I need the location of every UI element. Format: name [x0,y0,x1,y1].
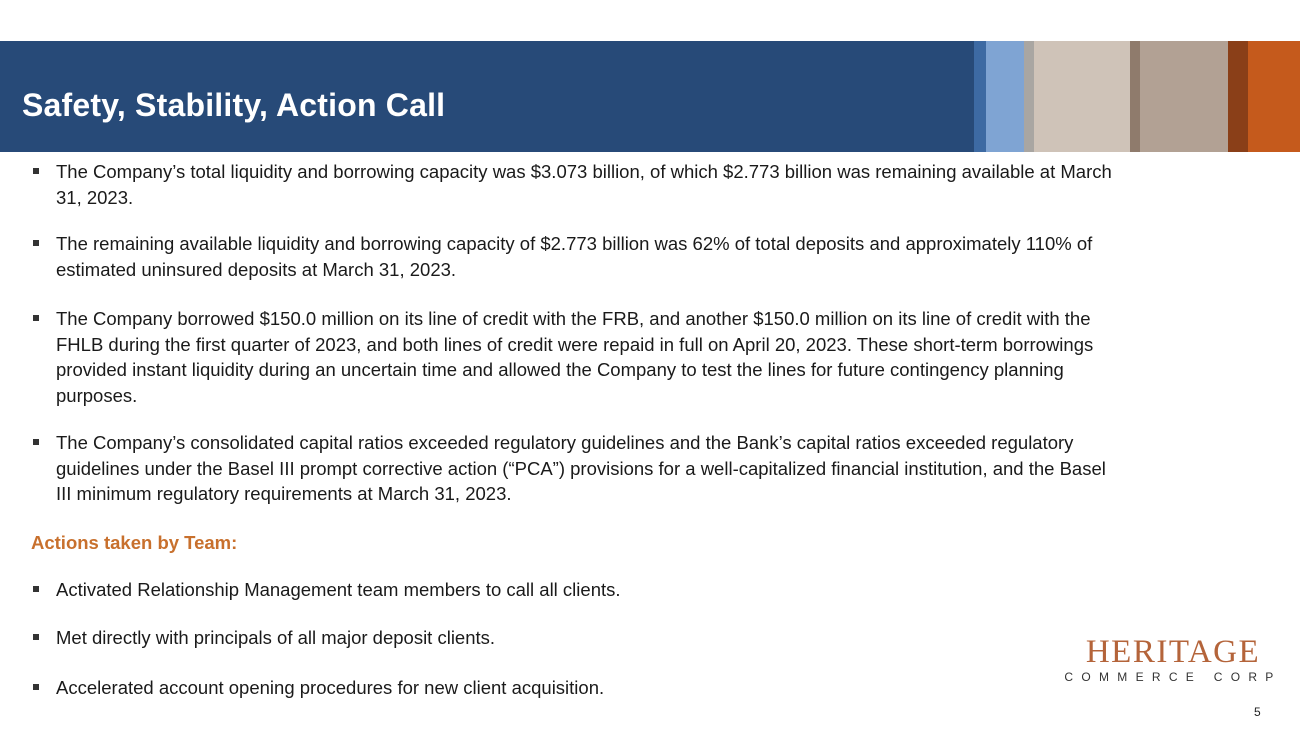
action-text: Activated Relationship Management team members to call all clients. [56,579,621,600]
bullet-square-icon [33,439,39,445]
bullet-square-icon [33,684,39,690]
bullet-text: The Company borrowed $150.0 million on its line of credit with the FRB, and another $150.0 million on its line of credit with the FHLB during the first quarter of 2023, and both lines of credit were repaid in full on April 20, 2023. These short-term borrowings provided instant liquidity during an uncertain time and allowed the Company to test the lines for future contingency planning purposes. [56,308,1094,406]
logo-subtitle: COMMERCE CORP [1064,670,1282,684]
title-banner [0,41,1300,152]
bullet-square-icon [33,240,39,246]
bullet-item [31,159,1121,210]
bullet-square-icon [33,634,39,640]
action-item [31,577,621,603]
actions-heading: Actions taken by Team: [31,532,238,553]
bullet-square-icon [33,315,39,321]
page-number: 5 [1254,705,1261,719]
decorative-stripe [1130,41,1140,152]
bullet-item [31,231,1121,282]
action-text: Met directly with principals of all major deposit clients. [56,627,496,648]
bullet-square-icon [33,168,39,174]
company-logo [1064,636,1282,684]
bullet-text: The remaining available liquidity and borrowing capacity of $2.773 billion was 62% of total deposits and approximately 110% of estimated uninsured deposits at March 31, 2023. [56,233,1093,280]
logo-wordmark: HERITAGE [1085,634,1261,670]
decorative-stripe [1228,41,1248,152]
decorative-stripe [974,41,986,152]
decorative-stripe [1140,41,1228,152]
bullet-text: The Company’s total liquidity and borrowing capacity was $3.073 billion, of which $2.773 billion was remaining available at March 31, 2023. [56,161,1112,208]
decorative-stripe [1024,41,1034,152]
bullet-item [31,306,1121,408]
decorative-stripe [986,41,1024,152]
decorative-stripe [1248,41,1300,152]
slide-title: Safety, Stability, Action Call [22,87,446,123]
action-text: Accelerated account opening procedures for new client acquisition. [56,677,605,698]
bullet-item [31,430,1121,507]
action-item [31,675,604,701]
action-item [31,625,495,651]
decorative-stripe [1034,41,1130,152]
bullet-text: The Company’s consolidated capital ratios exceeded regulatory guidelines and the Bank’s capital ratios exceeded regulatory guidelines under the Basel III prompt corrective action (“PCA”) provisions for a well-capitalized financial institution, and the Basel III minimum regulatory requirements at March 31, 2023. [56,432,1106,504]
bullet-square-icon [33,586,39,592]
